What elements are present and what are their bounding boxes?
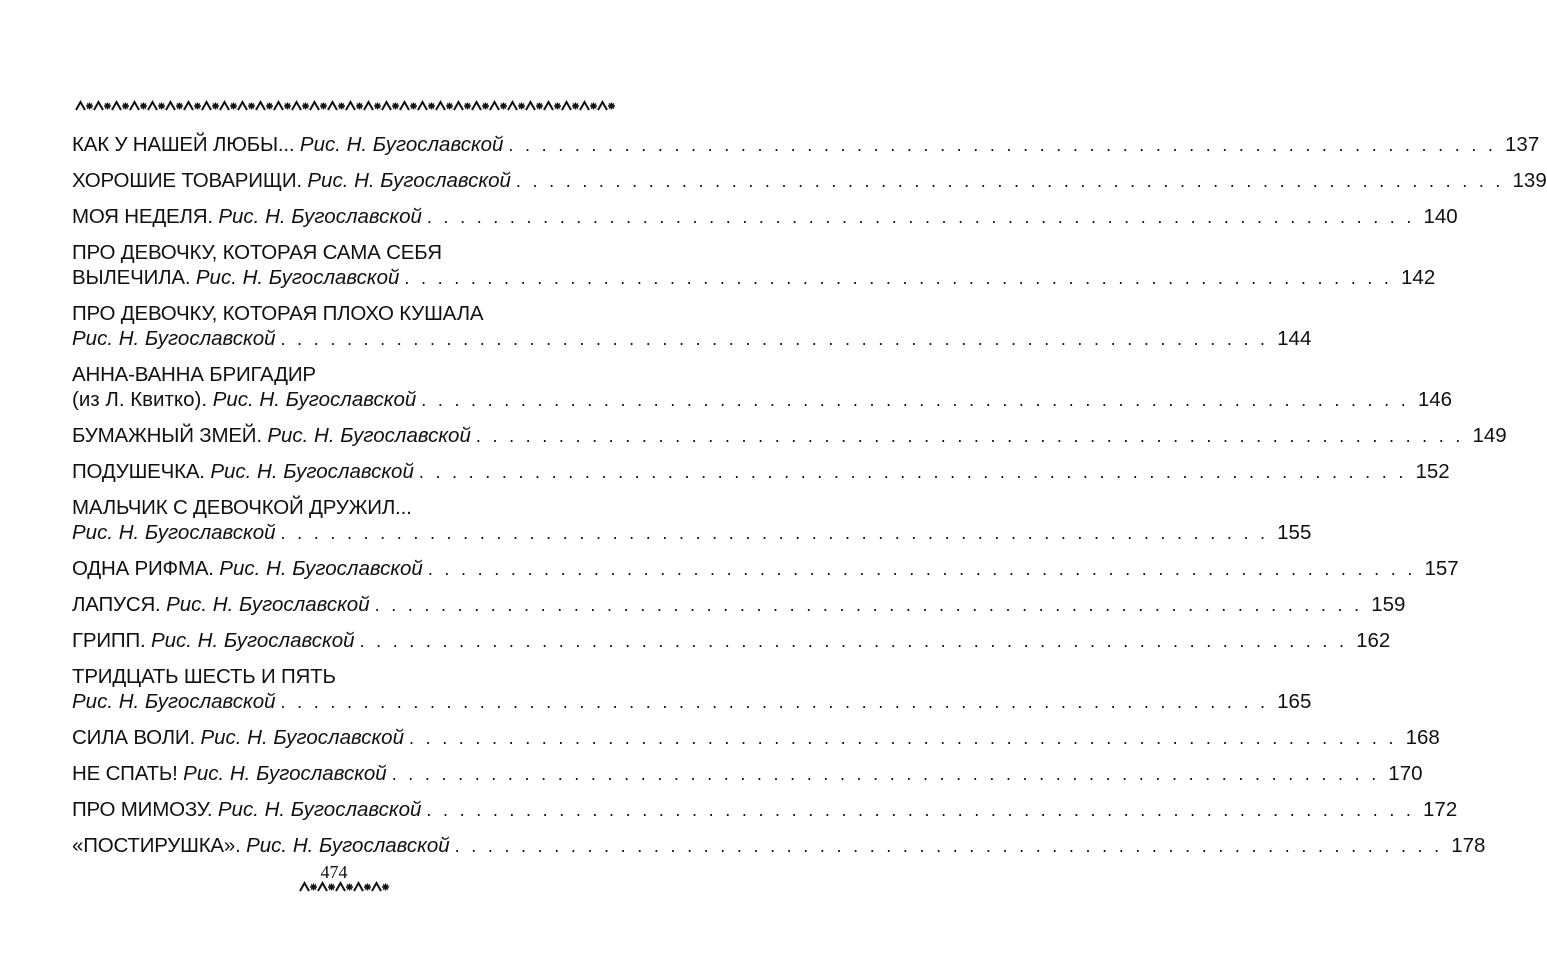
toc-entry-line — [72, 132, 1540, 158]
entry-illustrator: Рис. Н. Бугославской — [307, 169, 511, 192]
entry-title: НЕ СПАТЬ! — [72, 762, 184, 785]
toc-entry — [72, 459, 1450, 485]
toc-entry-line — [72, 265, 1436, 291]
toc-entry-line — [72, 459, 1450, 485]
entry-title: ТРИДЦАТЬ ШЕСТЬ И ПЯТЬ — [72, 665, 336, 688]
entry-illustrator: Рис. Н. Бугославской — [219, 557, 423, 580]
entry-page-number: 170 — [1388, 762, 1423, 785]
toc-entry — [72, 301, 1312, 352]
dot-leader: . . . . . . . . . . . . . . . . . . . . . . . . . . . . . . . . . . . . . . . . . . . . . . . . . . . . . . . . . . . . — [280, 692, 1269, 712]
entry-page-number: 159 — [1371, 593, 1406, 616]
entry-title: ГРИПП. — [72, 629, 151, 652]
entry-title: СИЛА ВОЛИ. — [72, 726, 201, 749]
toc-entry — [72, 761, 1423, 787]
top-ornament-border-icon — [72, 99, 625, 113]
entry-title: ПРО МИМОЗУ. — [72, 798, 218, 821]
dot-leader: . . . . . . . . . . . . . . . . . . . . . . . . . . . . . . . . . . . . . . . . . . . . . . . . . . . . . . . . . . . . — [508, 135, 1497, 155]
toc-entry-line — [72, 495, 624, 520]
dot-leader: . . . . . . . . . . . . . . . . . . . . . . . . . . . . . . . . . . . . . . . . . . . . . . . . . . . . . . . . . . . . — [427, 559, 1416, 579]
toc-entry — [72, 592, 1406, 618]
toc-entry — [72, 204, 1458, 230]
dot-leader: . . . . . . . . . . . . . . . . . . . . . . . . . . . . . . . . . . . . . . . . . . . . . . . . . . . . . . . . . . . . — [374, 595, 1363, 615]
toc-entry — [72, 797, 1458, 823]
dot-leader: . . . . . . . . . . . . . . . . . . . . . . . . . . . . . . . . . . . . . . . . . . . . . . . . . . . . . . . . . . . . — [408, 728, 1397, 748]
entry-page-number: 165 — [1277, 690, 1312, 713]
toc-entry-line — [72, 761, 1423, 787]
bottom-ornament-icon — [296, 880, 390, 894]
entry-title: ОДНА РИФМА. — [72, 557, 220, 580]
dot-leader: . . . . . . . . . . . . . . . . . . . . . . . . . . . . . . . . . . . . . . . . . . . . . . . . . . . . . . . . . . . . — [280, 329, 1269, 349]
entry-page-number: 155 — [1277, 521, 1312, 544]
entry-title: ЛАПУСЯ. — [72, 593, 167, 616]
toc-entry-line — [72, 725, 1440, 751]
toc-entry-line — [72, 326, 1312, 352]
entry-page-number: 140 — [1423, 205, 1458, 228]
toc-entry-line — [72, 520, 1312, 546]
entry-illustrator: Рис. Н. Бугославской — [166, 593, 370, 616]
table-of-contents — [72, 132, 1547, 869]
toc-entry — [72, 556, 1459, 582]
entry-title: «ПОСТИРУШКА». — [72, 834, 247, 857]
toc-entry — [72, 168, 1547, 194]
dot-leader: . . . . . . . . . . . . . . . . . . . . . . . . . . . . . . . . . . . . . . . . . . . . . . . . . . . . . . . . . . . . — [475, 426, 1464, 446]
entry-page-number: 149 — [1472, 424, 1507, 447]
dot-leader: . . . . . . . . . . . . . . . . . . . . . . . . . . . . . . . . . . . . . . . . . . . . . . . . . . . . . . . . . . . . — [280, 523, 1269, 543]
dot-leader: . . . . . . . . . . . . . . . . . . . . . . . . . . . . . . . . . . . . . . . . . . . . . . . . . . . . . . . . . . . . — [404, 268, 1393, 288]
dot-leader: . . . . . . . . . . . . . . . . . . . . . . . . . . . . . . . . . . . . . . . . . . . . . . . . . . . . . . . . . . . . — [454, 836, 1443, 856]
entry-illustrator: Рис. Н. Бугославской — [299, 133, 504, 156]
toc-entry-line — [72, 168, 1547, 194]
toc-entry — [72, 423, 1507, 449]
entry-page-number: 168 — [1405, 726, 1440, 749]
entry-page-number: 152 — [1415, 460, 1450, 483]
entry-title: ПОДУШЕЧКА. — [72, 460, 211, 483]
entry-illustrator: Рис. Н. Бугославской — [183, 762, 387, 785]
toc-entry-line — [72, 689, 1312, 715]
toc-entry-line — [72, 362, 624, 387]
entry-illustrator: Рис. Н. Бугославской — [218, 205, 422, 228]
entry-title: БУМАЖНЫЙ ЗМЕЙ. — [72, 424, 268, 447]
toc-entry-line — [72, 592, 1406, 618]
toc-entry — [72, 833, 1486, 859]
toc-entry — [72, 664, 1312, 715]
toc-entry — [72, 240, 1436, 291]
entry-illustrator: Рис. Н. Бугославской — [150, 629, 355, 652]
toc-entry — [72, 362, 1453, 413]
dot-leader: . . . . . . . . . . . . . . . . . . . . . . . . . . . . . . . . . . . . . . . . . . . . . . . . . . . . . . . . . . . . — [418, 462, 1407, 482]
entry-title: КАК У НАШЕЙ ЛЮБЫ... — [72, 133, 300, 156]
entry-illustrator: Рис. Н. Бугославской — [200, 726, 404, 749]
dot-leader: . . . . . . . . . . . . . . . . . . . . . . . . . . . . . . . . . . . . . . . . . . . . . . . . . . . . . . . . . . . . — [359, 631, 1348, 651]
entry-title: ПРО ДЕВОЧКУ, КОТОРАЯ ПЛОХО КУШАЛА — [72, 302, 484, 325]
dot-leader: . . . . . . . . . . . . . . . . . . . . . . . . . . . . . . . . . . . . . . . . . . . . . . . . . . . . . . . . . . . . — [426, 800, 1415, 820]
dot-leader: . . . . . . . . . . . . . . . . . . . . . . . . . . . . . . . . . . . . . . . . . . . . . . . . . . . . . . . . . . . . — [391, 764, 1380, 784]
entry-title: ХОРОШИЕ ТОВАРИЩИ. — [72, 169, 308, 192]
entry-illustrator: Рис. Н. Бугославской — [72, 521, 276, 544]
entry-page-number: 178 — [1451, 834, 1486, 857]
entry-page-number: 139 — [1512, 169, 1547, 192]
entry-illustrator: Рис. Н. Бугославской — [217, 798, 422, 821]
entry-title: АННА-ВАННА БРИГАДИР — [72, 363, 316, 386]
entry-illustrator: Рис. Н. Бугославской — [72, 327, 276, 350]
toc-entry — [72, 628, 1391, 654]
entry-page-number: 144 — [1277, 327, 1312, 350]
toc-entry-line — [72, 556, 1459, 582]
entry-illustrator: Рис. Н. Бугославской — [246, 834, 450, 857]
entry-illustrator: Рис. Н. Бугославской — [72, 690, 276, 713]
page-number: 474 — [320, 862, 348, 882]
entry-illustrator: Рис. Н. Бугославской — [212, 388, 417, 411]
entry-illustrator: Рис. Н. Бугославской — [267, 424, 471, 447]
toc-entry — [72, 495, 1312, 546]
dot-leader: . . . . . . . . . . . . . . . . . . . . . . . . . . . . . . . . . . . . . . . . . . . . . . . . . . . . . . . . . . . . — [515, 171, 1504, 191]
toc-entry — [72, 132, 1540, 158]
entry-illustrator: Рис. Н. Бугославской — [210, 460, 414, 483]
entry-page-number: 162 — [1356, 629, 1391, 652]
entry-page-number: 137 — [1505, 133, 1540, 156]
toc-entry — [72, 725, 1440, 751]
entry-page-number: 157 — [1424, 557, 1459, 580]
toc-entry-line — [72, 833, 1486, 859]
entry-title: ВЫЛЕЧИЛА. — [72, 266, 196, 289]
entry-title: ПРО ДЕВОЧКУ, КОТОРАЯ САМА СЕБЯ — [72, 241, 442, 264]
toc-entry-line — [72, 240, 624, 265]
toc-entry-line — [72, 797, 1458, 823]
toc-entry-line — [72, 301, 624, 326]
entry-page-number: 172 — [1423, 798, 1458, 821]
dot-leader: . . . . . . . . . . . . . . . . . . . . . . . . . . . . . . . . . . . . . . . . . . . . . . . . . . . . . . . . . . . . — [426, 207, 1415, 227]
toc-entry-line — [72, 664, 624, 689]
toc-entry-line — [72, 204, 1458, 230]
entry-page-number: 142 — [1401, 266, 1436, 289]
toc-entry-line — [72, 423, 1507, 449]
entry-illustrator: Рис. Н. Бугославской — [195, 266, 400, 289]
toc-entry-line — [72, 387, 1453, 413]
entry-source-note: (из Л. Квитко). — [72, 388, 213, 411]
entry-title: МАЛЬЧИК С ДЕВОЧКОЙ ДРУЖИЛ... — [72, 496, 412, 519]
entry-title: МОЯ НЕДЕЛЯ. — [72, 205, 219, 228]
dot-leader: . . . . . . . . . . . . . . . . . . . . . . . . . . . . . . . . . . . . . . . . . . . . . . . . . . . . . . . . . . . . — [421, 390, 1410, 410]
toc-entry-line — [72, 628, 1391, 654]
entry-page-number: 146 — [1417, 388, 1453, 411]
